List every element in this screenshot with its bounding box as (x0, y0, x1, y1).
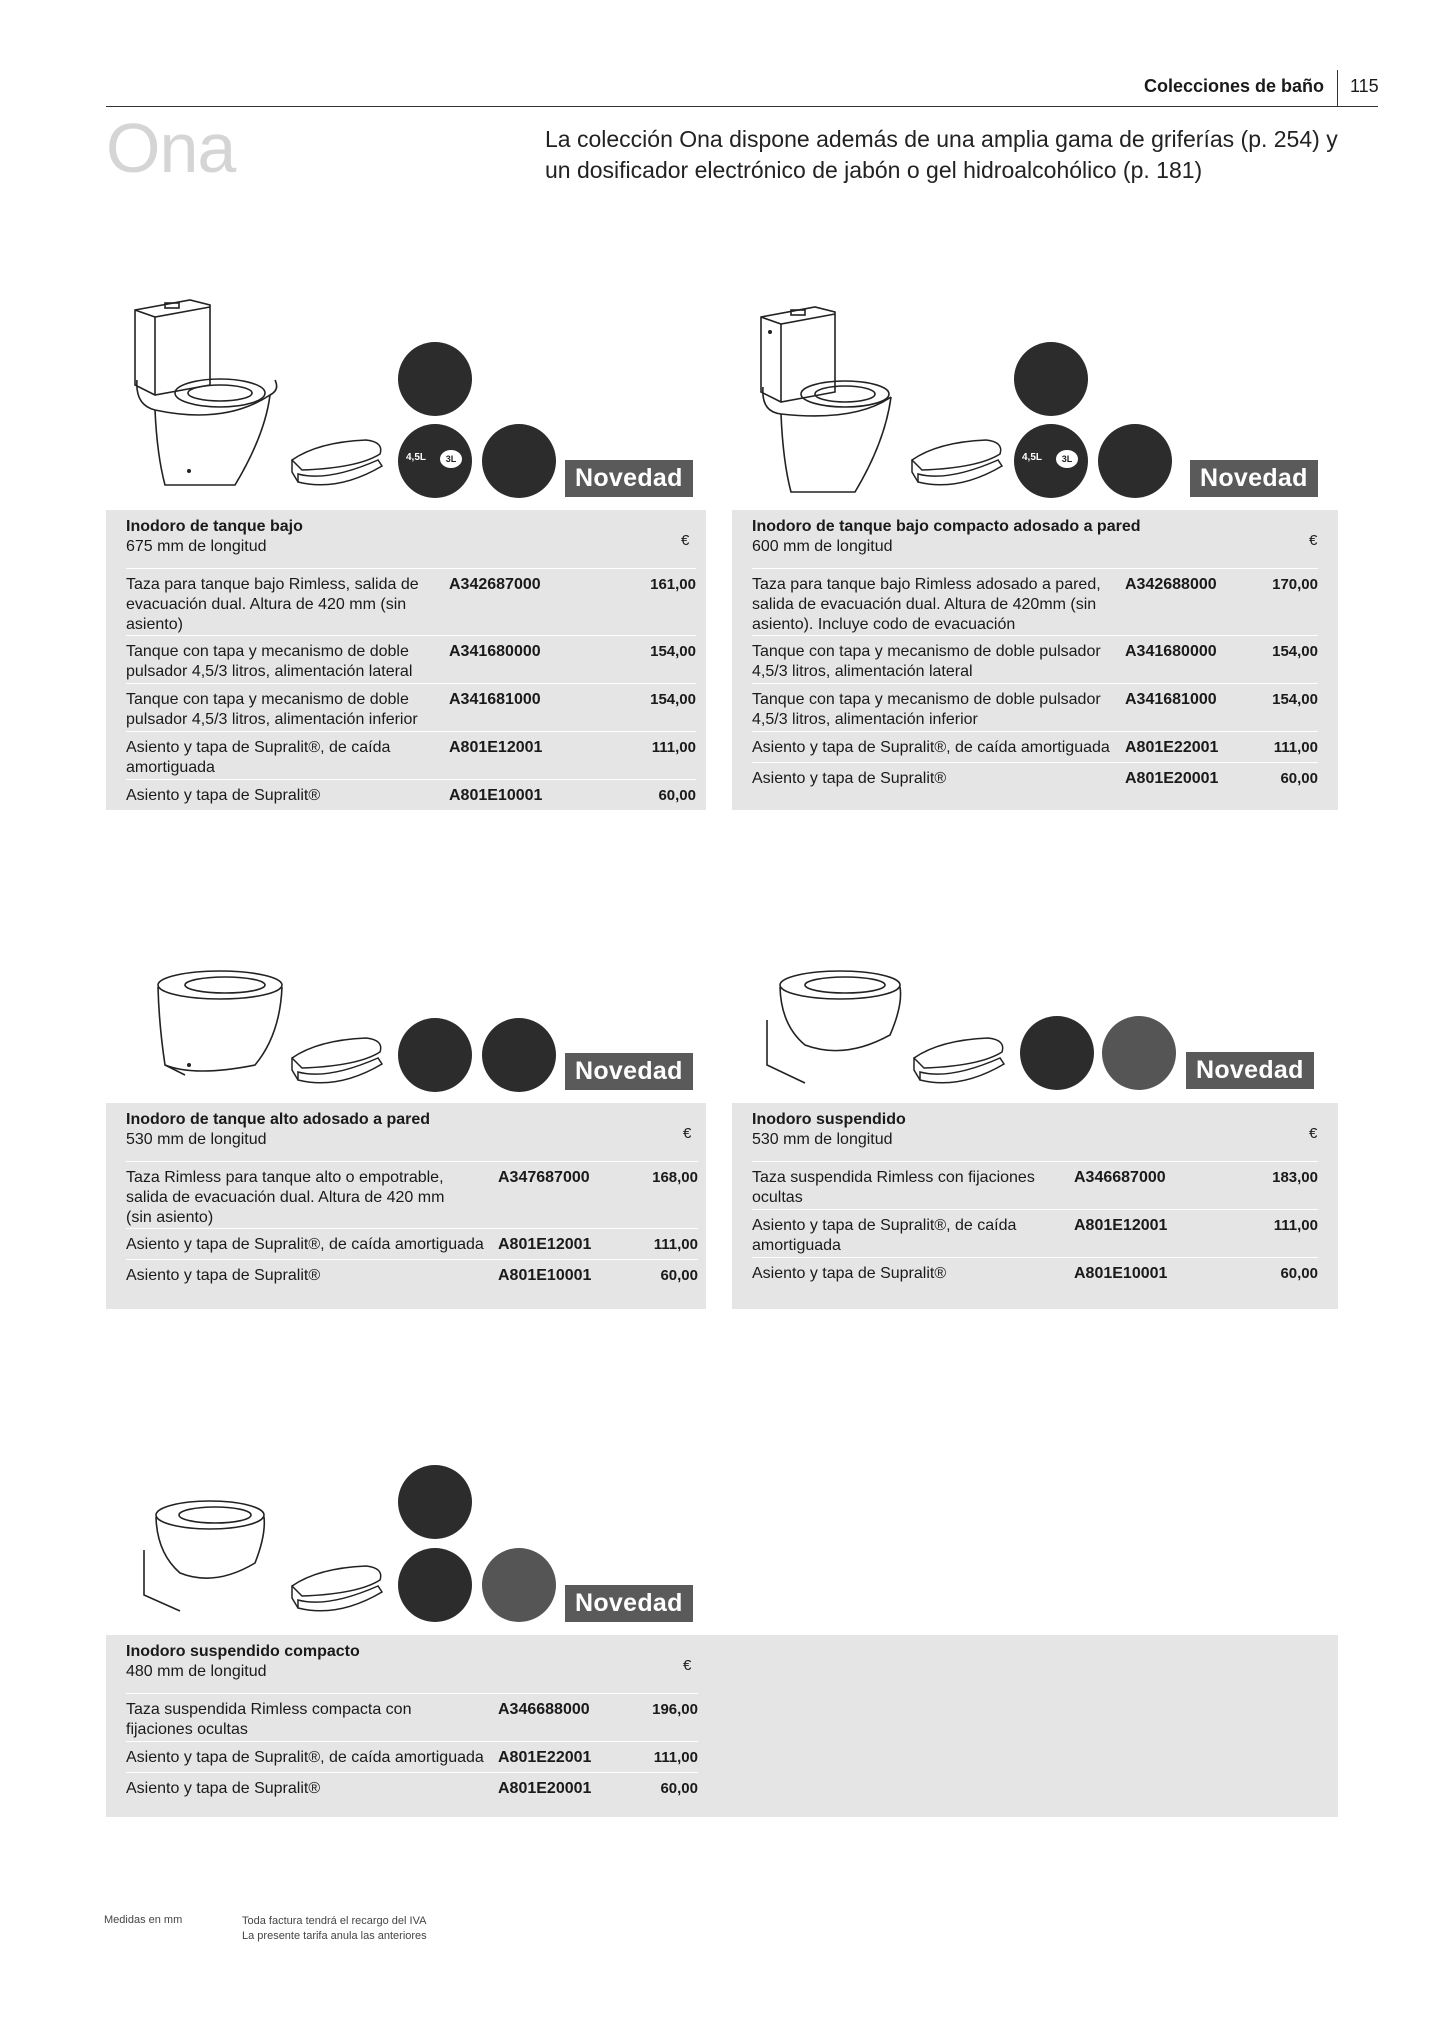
product-panel-1 (106, 510, 706, 810)
row-price: 170,00 (1272, 576, 1318, 593)
toilet-seat-illustration (908, 430, 1008, 500)
rimless-icon (398, 1465, 472, 1539)
footer-units: Medidas en mm (104, 1914, 183, 1926)
row-description: Tanque con tapa y mecanismo de doble pulsador 4,5/3 litros, alimentación inferior (752, 691, 1101, 728)
row-code: A341681000 (449, 691, 541, 708)
row-price: 168,00 (652, 1169, 698, 1186)
novedad-badge: Novedad (565, 1053, 693, 1090)
row-description: Asiento y tapa de Supralit®, de caída amortiguada (126, 1749, 484, 1766)
row-price: 60,00 (660, 1780, 698, 1797)
product-name: Inodoro de tanque alto adosado a pared (126, 1111, 431, 1128)
row-price: 111,00 (653, 1749, 698, 1766)
row-code: A801E10001 (1074, 1265, 1168, 1282)
row-description: Asiento y tapa de Supralit®, de caída amortiguada (752, 739, 1110, 756)
product-panel-3 (106, 1103, 706, 1309)
collection-title: Ona (106, 109, 236, 187)
product-rows (752, 1161, 1318, 1287)
table-row (126, 1693, 698, 1741)
dual-flush-icon (1014, 424, 1088, 498)
row-price: 60,00 (658, 787, 696, 804)
row-price: 111,00 (653, 1236, 698, 1253)
footer-validity-note: La presente tarifa anula las anteriores (242, 1930, 427, 1942)
row-price: 183,00 (1272, 1169, 1318, 1186)
table-row (126, 1228, 698, 1259)
footer-notes (242, 1914, 427, 1944)
table-row (752, 762, 1318, 792)
row-code: A341681000 (1125, 691, 1217, 708)
row-description: Taza para tanque bajo Rimless adosado a pared, salida de evacuación dual. Altura de 420mm (sin asiento). Incluye codo de evacuación (752, 576, 1101, 633)
row-description: Asiento y tapa de Supralit®, de caída amortiguada (126, 739, 391, 776)
wall-adjust-icon (1098, 424, 1172, 498)
row-price: 154,00 (1272, 691, 1318, 708)
table-row (126, 731, 696, 779)
rimless-icon (398, 342, 472, 416)
row-code: A346687000 (1074, 1169, 1166, 1186)
product-panel-2 (732, 510, 1338, 810)
table-row (126, 568, 696, 635)
product-rows (126, 1693, 698, 1802)
table-row (126, 683, 696, 731)
row-description: Taza suspendida Rimless compacta con fijaciones ocultas (126, 1701, 412, 1738)
novedad-badge: Novedad (565, 460, 693, 497)
row-price: 111,00 (1273, 1217, 1318, 1234)
rimless-icon (1020, 1016, 1094, 1090)
row-price: 60,00 (1280, 770, 1318, 787)
row-price: 111,00 (651, 739, 696, 756)
product-name: Inodoro de tanque bajo compacto adosado a pared (752, 518, 1141, 535)
row-description: Asiento y tapa de Supralit® (126, 1267, 321, 1284)
currency-label: € (1309, 532, 1318, 549)
wall-adjust-icon (482, 424, 556, 498)
wall-adjust-icon (482, 1018, 556, 1092)
collection-intro: La colección Ona dispone además de una amplia gama de griferías (p. 254) y un dosificador electrónico de jabón o gel hidroalcohólico (p. 181) (545, 126, 1338, 183)
header-rule (106, 106, 1378, 107)
product-length: 480 mm de longitud (126, 1663, 267, 1680)
row-price: 60,00 (660, 1267, 698, 1284)
product-panel-5 (106, 1635, 1338, 1817)
flush-label-small: 3L (440, 450, 462, 468)
concealed-fixing-icon (1102, 1016, 1176, 1090)
row-description: Asiento y tapa de Supralit® (126, 787, 321, 804)
row-code: A801E20001 (498, 1780, 592, 1797)
back-to-wall-toilet-illustration (145, 965, 285, 1085)
concealed-fixing-icon (482, 1548, 556, 1622)
table-row (752, 1257, 1318, 1287)
row-code: A801E10001 (498, 1267, 592, 1284)
footer-vat-note: Toda factura tendrá el recargo del IVA (242, 1915, 427, 1927)
table-row (752, 683, 1318, 731)
row-code: A801E22001 (498, 1749, 592, 1766)
row-description: Tanque con tapa y mecanismo de doble pulsador 4,5/3 litros, alimentación inferior (126, 691, 418, 728)
table-row (752, 635, 1318, 683)
product-length: 600 mm de longitud (752, 538, 893, 555)
compact-close-coupled-toilet-illustration (755, 302, 905, 502)
table-row (126, 635, 696, 683)
table-row (752, 568, 1318, 635)
toilet-seat-illustration (288, 1560, 388, 1620)
row-description: Asiento y tapa de Supralit®, de caída amortiguada (752, 1217, 1017, 1254)
product-length: 675 mm de longitud (126, 538, 267, 555)
rimless-icon (1014, 342, 1088, 416)
dual-flush-icon (398, 424, 472, 498)
table-row (126, 779, 696, 809)
row-price: 154,00 (650, 643, 696, 660)
section-title: Colecciones de baño (1143, 76, 1324, 96)
product-name: Inodoro de tanque bajo (126, 518, 303, 535)
table-row (752, 1209, 1318, 1257)
row-code: A801E22001 (1125, 739, 1219, 756)
novedad-badge: Novedad (565, 1585, 693, 1622)
row-price: 154,00 (1272, 643, 1318, 660)
compact-size-icon (398, 1548, 472, 1622)
toilet-seat-illustration (910, 1032, 1010, 1092)
novedad-badge: Novedad (1186, 1052, 1314, 1089)
product-name: Inodoro suspendido (752, 1111, 906, 1128)
row-code: A801E10001 (449, 787, 543, 804)
row-code: A801E20001 (1125, 770, 1219, 787)
toilet-seat-illustration (288, 430, 388, 500)
novedad-badge: Novedad (1190, 460, 1318, 497)
wall-hung-toilet-illustration (765, 965, 905, 1085)
product-rows (752, 568, 1318, 792)
product-rows (126, 568, 696, 809)
row-price: 111,00 (1273, 739, 1318, 756)
table-row (752, 1161, 1318, 1209)
product-length: 530 mm de longitud (752, 1131, 893, 1148)
table-row (126, 1161, 698, 1228)
close-coupled-toilet-illustration (125, 295, 285, 495)
currency-label: € (683, 1125, 692, 1142)
row-code: A342688000 (1125, 576, 1217, 593)
product-panel-4 (732, 1103, 1338, 1309)
row-code: A347687000 (498, 1169, 590, 1186)
row-price: 60,00 (1280, 1265, 1318, 1282)
row-code: A801E12001 (498, 1236, 592, 1253)
row-code: A346688000 (498, 1701, 590, 1718)
compact-wall-hung-toilet-illustration (140, 1495, 270, 1615)
table-row (126, 1772, 698, 1802)
row-price: 161,00 (650, 576, 696, 593)
flush-label-small: 3L (1056, 450, 1078, 468)
flush-label-large: 4,5L (1022, 452, 1043, 463)
row-description: Asiento y tapa de Supralit® (126, 1780, 321, 1797)
row-description: Taza Rimless para tanque alto o empotrable, salida de evacuación dual. Altura de 420 mm (sin asiento) (126, 1169, 445, 1226)
table-row (126, 1741, 698, 1772)
table-row (126, 1259, 698, 1289)
row-code: A341680000 (1125, 643, 1217, 660)
currency-label: € (681, 532, 690, 549)
row-description: Asiento y tapa de Supralit® (752, 770, 947, 787)
toilet-seat-illustration (288, 1032, 388, 1092)
flush-label-large: 4,5L (406, 452, 427, 463)
row-price: 154,00 (650, 691, 696, 708)
page-number: 115 (1350, 76, 1379, 96)
currency-label: € (1309, 1125, 1318, 1142)
row-code: A341680000 (449, 643, 541, 660)
row-description: Asiento y tapa de Supralit® (752, 1265, 947, 1282)
row-description: Asiento y tapa de Supralit®, de caída amortiguada (126, 1236, 484, 1253)
row-description: Tanque con tapa y mecanismo de doble pulsador 4,5/3 litros, alimentación lateral (752, 643, 1101, 680)
product-rows (126, 1161, 698, 1289)
row-description: Taza suspendida Rimless con fijaciones ocultas (752, 1169, 1035, 1206)
row-code: A801E12001 (449, 739, 543, 756)
row-description: Tanque con tapa y mecanismo de doble pulsador 4,5/3 litros, alimentación lateral (126, 643, 413, 680)
row-code: A801E12001 (1074, 1217, 1168, 1234)
header-divider (1337, 70, 1338, 106)
table-row (752, 731, 1318, 762)
rimless-icon (398, 1018, 472, 1092)
row-code: A342687000 (449, 576, 541, 593)
product-name: Inodoro suspendido compacto (126, 1643, 360, 1660)
product-length: 530 mm de longitud (126, 1131, 267, 1148)
row-price: 196,00 (652, 1701, 698, 1718)
row-description: Taza para tanque bajo Rimless, salida de evacuación dual. Altura de 420 mm (sin asiento) (126, 576, 419, 633)
currency-label: € (683, 1657, 692, 1674)
